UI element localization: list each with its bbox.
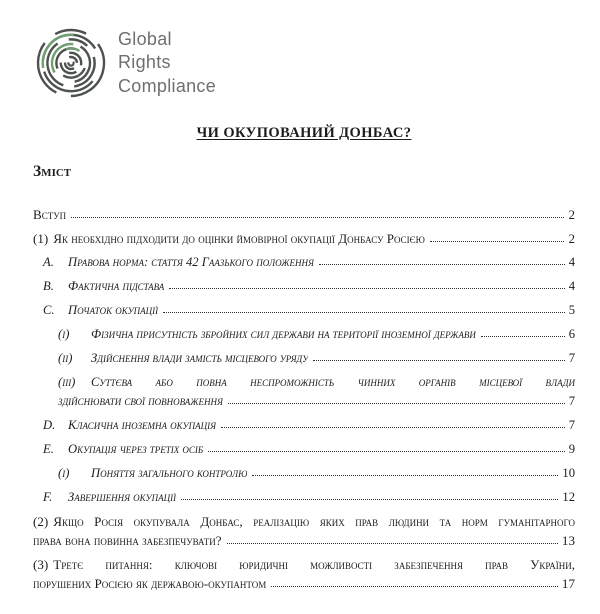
dot-leader	[481, 336, 565, 337]
toc-entry[interactable]	[33, 253, 575, 272]
toc-entry-line	[33, 555, 575, 574]
toc-entry-text: Правова норма: стаття 42 Гаазького положення	[68, 255, 314, 269]
toc-entry[interactable]	[33, 325, 575, 344]
toc-entry[interactable]	[33, 349, 575, 368]
toc-page-number: 4	[568, 255, 575, 269]
toc-entry-line	[43, 253, 575, 272]
toc-entry-text: Початок окупації	[68, 303, 159, 317]
toc-entry-line	[33, 205, 575, 224]
toc-page-number: 5	[568, 303, 575, 317]
toc-entry-label: F.	[43, 490, 53, 504]
toc-page-number: 7	[568, 351, 575, 365]
toc-entry[interactable]	[33, 277, 575, 296]
toc-entry-text: Як необхідно підходити до оцінки ймовірної окупації Донбасу Росією	[53, 231, 425, 246]
toc-entry-text: права вона повинна забезпечувати?	[33, 533, 222, 548]
toc-entry-text: порушених Росією як державою-окупантом	[33, 576, 267, 591]
toc-entry-label: B.	[43, 279, 54, 293]
toc-entry-label: A.	[43, 255, 54, 269]
toc-entry-text: Фактична підстава	[68, 279, 165, 293]
toc-entry-line	[33, 531, 575, 550]
dot-leader	[430, 241, 565, 242]
toc-entry-line	[43, 301, 575, 320]
toc-entry-line	[33, 574, 575, 593]
dot-leader	[208, 451, 565, 452]
toc-entry-label: (3)	[33, 557, 49, 572]
toc-page-number: 13	[561, 533, 575, 548]
toc-entry-label: D.	[43, 418, 56, 432]
dot-leader	[228, 403, 565, 404]
toc-page-number: 10	[562, 466, 575, 480]
toc-entry-text: Вступ	[33, 207, 67, 222]
toc-page-number: 12	[562, 490, 575, 504]
toc-entry-label: (2)	[33, 514, 49, 529]
toc-entry-label: (iii)	[58, 375, 76, 389]
toc-entry-label: (i)	[58, 466, 70, 480]
toc-entry-line	[58, 349, 575, 368]
document-title: ЧИ ОКУПОВАНИЙ ДОНБАС?	[196, 125, 412, 141]
grc-logo-icon	[33, 24, 109, 102]
toc-page-number: 7	[568, 394, 575, 408]
toc-entry[interactable]	[33, 488, 575, 507]
toc-entry[interactable]	[33, 512, 575, 550]
toc-entry[interactable]	[33, 555, 575, 593]
toc-entry-text: Фізична присутність збройних сил держави на території іноземної держави	[91, 327, 476, 341]
toc-entry-line	[33, 229, 575, 248]
logo	[33, 24, 575, 102]
toc-page-number: 6	[568, 327, 575, 341]
dot-leader	[227, 543, 558, 544]
toc-page-number: 4	[568, 279, 575, 293]
toc-entry[interactable]	[33, 301, 575, 320]
toc-page-number: 2	[568, 207, 575, 222]
toc-entry-label: C.	[43, 303, 55, 317]
dot-leader	[313, 360, 564, 361]
toc-entry-line	[43, 488, 575, 507]
toc-entry[interactable]	[33, 205, 575, 224]
toc-entry[interactable]	[33, 440, 575, 459]
toc-entry-text: Здійснення влади замість місцевого уряду	[91, 351, 309, 365]
toc-page-number: 7	[568, 418, 575, 432]
toc-entry-line	[33, 512, 575, 531]
toc-entry-text: Завершення окупації	[68, 490, 177, 504]
toc-entry-text: Якщо Росія окупувала Донбас, реалізацію яких прав людини та норм гуманітарного	[53, 514, 575, 529]
contents-heading: Зміст	[33, 163, 72, 180]
toc-page-number: 9	[568, 442, 575, 456]
dot-leader	[169, 288, 564, 289]
toc-entry-line	[43, 440, 575, 459]
dot-leader	[252, 475, 558, 476]
toc-entry-label: (1)	[33, 231, 49, 246]
toc-entry-label: (ii)	[58, 351, 73, 365]
toc-entry[interactable]	[33, 416, 575, 435]
toc-entry[interactable]	[33, 464, 575, 483]
toc-entry-text: Третє питання: ключові юридичні можливості забезпечення прав України,	[53, 557, 575, 572]
dot-leader	[319, 264, 565, 265]
logo-brand-line: Global	[118, 28, 172, 49]
toc-entry-line	[58, 373, 575, 392]
toc-page-number: 17	[561, 576, 575, 591]
toc-entry-label: (i)	[58, 327, 70, 341]
dot-leader	[163, 312, 565, 313]
toc-entry[interactable]	[33, 229, 575, 248]
logo-brand-line: Compliance	[118, 75, 217, 96]
toc-entry-line	[43, 277, 575, 296]
dot-leader	[221, 427, 565, 428]
toc-entry-line	[58, 325, 575, 344]
logo-brand-line: Rights	[118, 52, 171, 73]
toc-entry-line	[43, 416, 575, 435]
logo-brand	[118, 28, 216, 99]
toc-entry-label: E.	[43, 442, 54, 456]
toc-entry-text: Суттєва або повна неспроможність чинних органів місцевої влади	[91, 375, 575, 389]
dot-leader	[181, 499, 558, 500]
toc-page-number: 2	[568, 231, 575, 246]
dot-leader	[71, 217, 564, 218]
dot-leader	[271, 586, 558, 587]
toc-entry-text: Поняття загального контролю	[91, 466, 248, 480]
toc-entry-line	[58, 464, 575, 483]
toc-entry[interactable]	[33, 373, 575, 411]
toc-entry-line	[58, 392, 575, 411]
table-of-contents	[33, 205, 575, 593]
toc-entry-text: Класична іноземна окупація	[68, 418, 216, 432]
toc-entry-text: здійснювати свої повноваження	[58, 394, 223, 408]
toc-entry-text: Окупація через третіх осіб	[68, 442, 204, 456]
